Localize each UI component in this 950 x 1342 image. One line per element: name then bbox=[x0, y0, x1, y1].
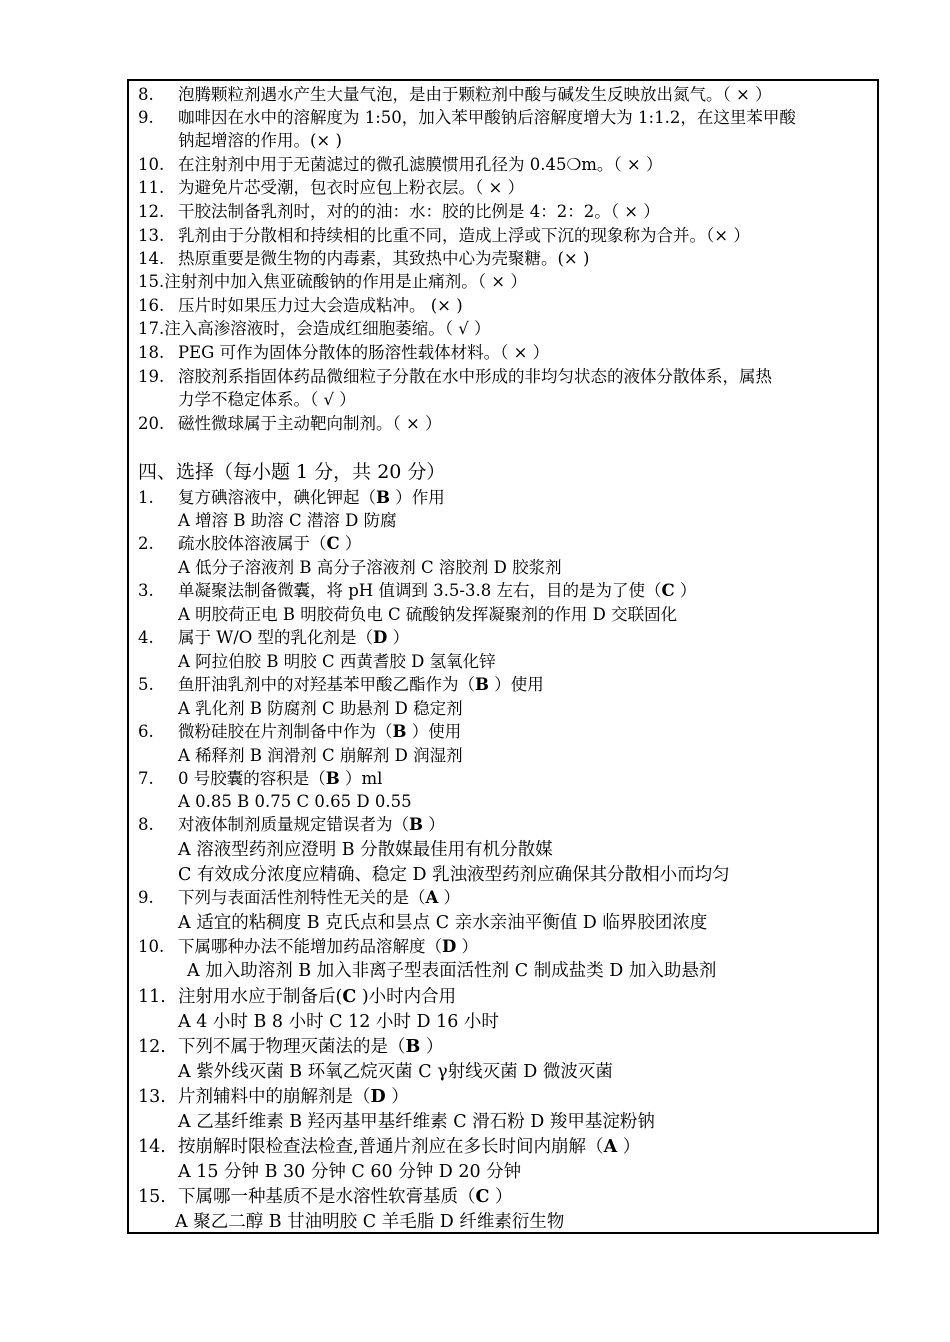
choice-q1-options: A 增溶 B 助溶 C 潜溶 D 防腐 bbox=[178, 511, 397, 530]
judge-item-9: 9. 咖啡因在水中的溶解度为 1:50，加入苯甲酸钠后溶解度增大为 1:1.2，在这里苯甲酸 bbox=[138, 108, 796, 127]
judge-item-17: 17.注入高渗溶液时，会造成红细胞萎缩。（ √ ） bbox=[138, 319, 491, 338]
answer: B bbox=[409, 815, 423, 834]
choice-q1: 1. 复方碘溶液中，碘化钾起（B ）作用 bbox=[138, 488, 445, 507]
section-title: 四、选择（每小题 1 分，共 20 分） bbox=[138, 461, 446, 483]
answer: B bbox=[325, 769, 340, 788]
choice-q12: 12. 下列不属于物理灭菌法的是（B ） bbox=[138, 1037, 444, 1057]
judge-item-8: 8. 泡腾颗粒剂遇水产生大量气泡，是由于颗粒剂中酸与碱发生反映放出氮气。（ × ） bbox=[138, 85, 772, 104]
choice-q3: 3. 单凝聚法制备微囊，将 pH 值调到 3.5-3.8 左右，目的是为了使（C ） bbox=[138, 581, 697, 600]
answer: D bbox=[442, 937, 457, 956]
judge-item-15: 15.注射剂中加入焦亚硫酸钠的作用是止痛剂。（ × ） bbox=[138, 272, 527, 291]
judge-item-11: 11. 为避免片芯受潮，包衣时应包上粉衣层。（ × ） bbox=[138, 178, 525, 197]
judge-item-16: 16. 压片时如果压力过大会造成粘冲。 (× ) bbox=[138, 296, 463, 315]
judge-item-14: 14. 热原重要是微生物的内毒素，其致热中心为壳聚糖。(× ) bbox=[138, 249, 590, 268]
choice-q5-options: A 乳化剂 B 防腐剂 C 助悬剂 D 稳定剂 bbox=[178, 699, 463, 718]
answer: A bbox=[425, 888, 439, 907]
choice-q5: 5. 鱼肝油乳剂中的对羟基苯甲酸乙酯作为（B ）使用 bbox=[138, 675, 544, 694]
judge-item-13: 13. 乳剂由于分散相和持续相的比重不同，造成上浮或下沉的现象称为合并。（× ） bbox=[138, 226, 750, 245]
choice-q10-options: A 加入助溶剂 B 加入非离子型表面活性剂 C 制成盐类 D 加入助悬剂 bbox=[187, 961, 717, 981]
choice-q4-options: A 阿拉伯胶 B 明胶 C 西黄耆胶 D 氢氧化锌 bbox=[178, 652, 496, 671]
answer: B bbox=[475, 675, 489, 694]
judge-item-19: 19. 溶胶剂系指固体药品微细粒子分散在水中形成的非均匀状态的液体分散体系，属热 bbox=[138, 367, 772, 386]
choice-q10: 10. 下属哪种办法不能增加药品溶解度（D ） bbox=[138, 937, 479, 956]
choice-q2: 2. 疏水胶体溶液属于（C ） bbox=[138, 534, 362, 553]
answer: C bbox=[475, 1187, 490, 1207]
judge-item-10: 10. 在注射剂中用于无菌滤过的微孔滤膜惯用孔径为 0.45❍m。（ × ） bbox=[138, 155, 663, 174]
choice-q15: 15. 下属哪一种基质不是水溶性软膏基质（C ） bbox=[138, 1187, 513, 1207]
judge-item-9-cont: 钠起增溶的作用。(× ) bbox=[178, 131, 342, 150]
choice-q7-options: A 0.85 B 0.75 C 0.65 D 0.55 bbox=[178, 792, 412, 811]
choice-q2-options: A 低分子溶液剂 B 高分子溶液剂 C 溶胶剂 D 胶浆剂 bbox=[178, 558, 562, 577]
choice-q13-options: A 乙基纤维素 B 羟丙基甲基纤维素 C 滑石粉 D 羧甲基淀粉钠 bbox=[178, 1112, 655, 1132]
answer: B bbox=[405, 1037, 421, 1057]
choice-q9: 9. 下列与表面活性剂特性无关的是（A ） bbox=[138, 888, 461, 907]
choice-q14: 14. 按崩解时限检查法检查,普通片剂应在多长时间内崩解（A ） bbox=[138, 1137, 641, 1157]
answer: A bbox=[603, 1137, 618, 1157]
judge-item-18: 18. PEG 可作为固体分散体的肠溶性载体材料。（ × ） bbox=[138, 343, 550, 362]
answer: D bbox=[373, 628, 388, 647]
choice-q6: 6. 微粉硅胶在片剂制备中作为（B ）使用 bbox=[138, 722, 462, 741]
choice-q6-options: A 稀释剂 B 润滑剂 C 崩解剂 D 润湿剂 bbox=[178, 746, 463, 765]
choice-q8-options: A 溶液型药剂应澄明 B 分散媒最佳用有机分散媒 bbox=[178, 840, 553, 860]
choice-q4: 4. 属于 W/O 型的乳化剂是（D ） bbox=[138, 628, 410, 647]
choice-q9-options: A 适宜的粘稠度 B 克氏点和昙点 C 亲水亲油平衡值 D 临界胶团浓度 bbox=[178, 913, 708, 933]
answer: B bbox=[392, 722, 407, 741]
choice-q14-options: A 15 分钟 B 30 分钟 C 60 分钟 D 20 分钟 bbox=[178, 1162, 522, 1182]
judge-item-12: 12. 干胶法制备乳剂时，对的的油：水：胶的比例是 4：2：2。（ × ） bbox=[138, 202, 660, 221]
choice-q7: 7. 0 号胶囊的容积是（B ）ml bbox=[138, 769, 383, 788]
choice-q3-options: A 明胶荷正电 B 明胶荷负电 C 硫酸钠发挥凝聚剂的作用 D 交联固化 bbox=[178, 605, 678, 624]
choice-q15-options: A 聚乙二醇 B 甘油明胶 C 羊毛脂 D 纤维素衍生物 bbox=[175, 1212, 565, 1232]
judge-item-19-cont: 力学不稳定体系。（ √ ） bbox=[178, 390, 356, 409]
answer: C bbox=[326, 534, 340, 553]
answer: C bbox=[661, 581, 675, 600]
choice-q13: 13. 片剂辅料中的崩解剂是（D ） bbox=[138, 1087, 409, 1107]
choice-q12-options: A 紫外线灭菌 B 环氧乙烷灭菌 C γ射线灭菌 D 微波灭菌 bbox=[178, 1062, 613, 1082]
choice-q8-options-2: C 有效成分浓度应精确、稳定 D 乳浊液型药剂应确保其分散相小而均匀 bbox=[178, 865, 730, 885]
answer: C bbox=[342, 987, 357, 1007]
answer: D bbox=[370, 1087, 386, 1107]
choice-q11-options: A 4 小时 B 8 小时 C 12 小时 D 16 小时 bbox=[178, 1012, 499, 1032]
answer: B bbox=[376, 488, 390, 507]
judge-item-20: 20. 磁性微球属于主动靶向制剂。（ × ） bbox=[138, 414, 442, 433]
choice-q8: 8. 对液体制剂质量规定错误者为（B ） bbox=[138, 815, 445, 834]
choice-q11: 11. 注射用水应于制备后(C )小时内合用 bbox=[138, 987, 457, 1007]
